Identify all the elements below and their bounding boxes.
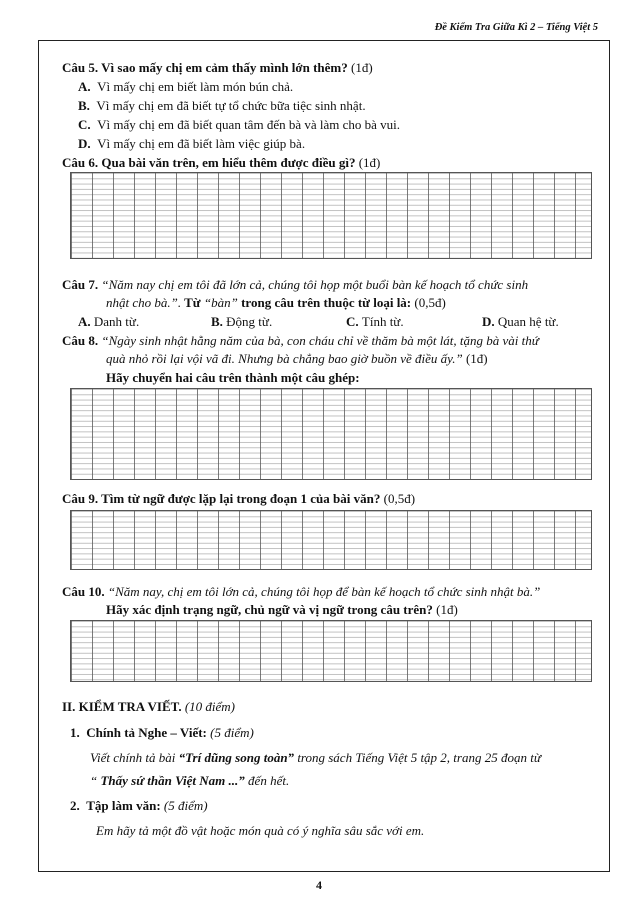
answer-grid-question-8[interactable] xyxy=(70,388,592,480)
question-8-line-1: Câu 8. “Ngày sinh nhật hằng năm của bà, con cháu chỉ về thăm bà một lát, tặng bà vài thứ xyxy=(62,333,539,348)
answer-grid-question-6[interactable] xyxy=(70,172,592,259)
question-6: Câu 6. Qua bài văn trên, em hiểu thêm được điều gì? (1đ) xyxy=(62,155,381,170)
page-number: 4 xyxy=(316,878,322,892)
question-7-option-d: D. Quan hệ từ. xyxy=(482,314,559,329)
question-7-line-1: Câu 7. “Năm nay chị em tôi đã lớn cả, chúng tôi họp một buổi bàn kế hoạch tổ chức sinh xyxy=(62,277,529,292)
question-7-line-2: nhật cho bà.”. Từ “bàn” trong câu trên thuộc từ loại là: (0,5đ) xyxy=(106,295,446,310)
question-5-option-c: C. Vì mấy chị em đã biết quan tâm đến bà và làm cho bà vui. xyxy=(78,117,401,132)
answer-grid-question-9[interactable] xyxy=(70,510,592,570)
part-2-item-2-heading: 2. Tập làm văn: (5 điểm) xyxy=(70,798,208,813)
answer-grid-question-10[interactable] xyxy=(70,620,592,682)
part-2-item-1-line-1: Viết chính tả bài “Trí dũng song toàn” trong sách Tiếng Việt 5 tập 2, trang 25 đoạn từ xyxy=(90,750,541,765)
part-2-item-1-heading: 1. Chính tả Nghe – Viết: (5 điểm) xyxy=(70,725,254,740)
question-5-points: (1đ) xyxy=(347,60,373,75)
question-5-option-d: D. Vì mấy chị em đã biết làm việc giúp bà. xyxy=(78,136,306,151)
part-2-item-1-line-2: “ Thấy sứ thần Việt Nam ...” đến hết. xyxy=(90,773,290,788)
question-10-line-1: Câu 10. “Năm nay, chị em tôi lớn cả, chúng tôi họp để bàn kế hoạch tổ chức sinh nhật bà.” xyxy=(62,584,541,599)
question-9: Câu 9. Tìm từ ngữ được lặp lại trong đoạn 1 của bài văn? (0,5đ) xyxy=(62,491,416,506)
question-7-option-c: C. Tính từ. xyxy=(346,314,404,329)
part-2-item-2-text: Em hãy tả một đồ vật hoặc món quà có ý nghĩa sâu sắc với em. xyxy=(96,823,425,838)
question-8-line-2: quà nhỏ rồi lại vội vã đi. Nhưng bà chẳng bao giờ buồn về điều ấy.” (1đ) xyxy=(106,351,488,366)
question-5-option-b: B. Vì mấy chị em đã biết tự tổ chức bữa tiệc sinh nhật. xyxy=(78,98,366,113)
part-2-heading: II. KIỂM TRA VIẾT. (10 điểm) xyxy=(62,699,236,714)
question-8-instruction: Hãy chuyển hai câu trên thành một câu ghép: xyxy=(106,370,360,385)
question-10-instruction: Hãy xác định trạng ngữ, chủ ngữ và vị ngữ trong câu trên? (1đ) xyxy=(106,602,458,617)
page-header: Đề Kiểm Tra Giữa Kì 2 – Tiếng Việt 5 xyxy=(434,22,598,33)
question-5-text: Vì sao mấy chị em cảm thấy mình lớn thêm? xyxy=(98,60,348,75)
question-5-option-a: A. Vì mấy chị em biết làm món bún chả. xyxy=(78,79,294,94)
question-5 xyxy=(62,60,373,76)
question-5-label: Câu 5. xyxy=(62,60,99,75)
question-7-option-b: B. Động từ. xyxy=(211,314,273,329)
question-7-option-a: A. Danh từ. xyxy=(78,314,140,329)
